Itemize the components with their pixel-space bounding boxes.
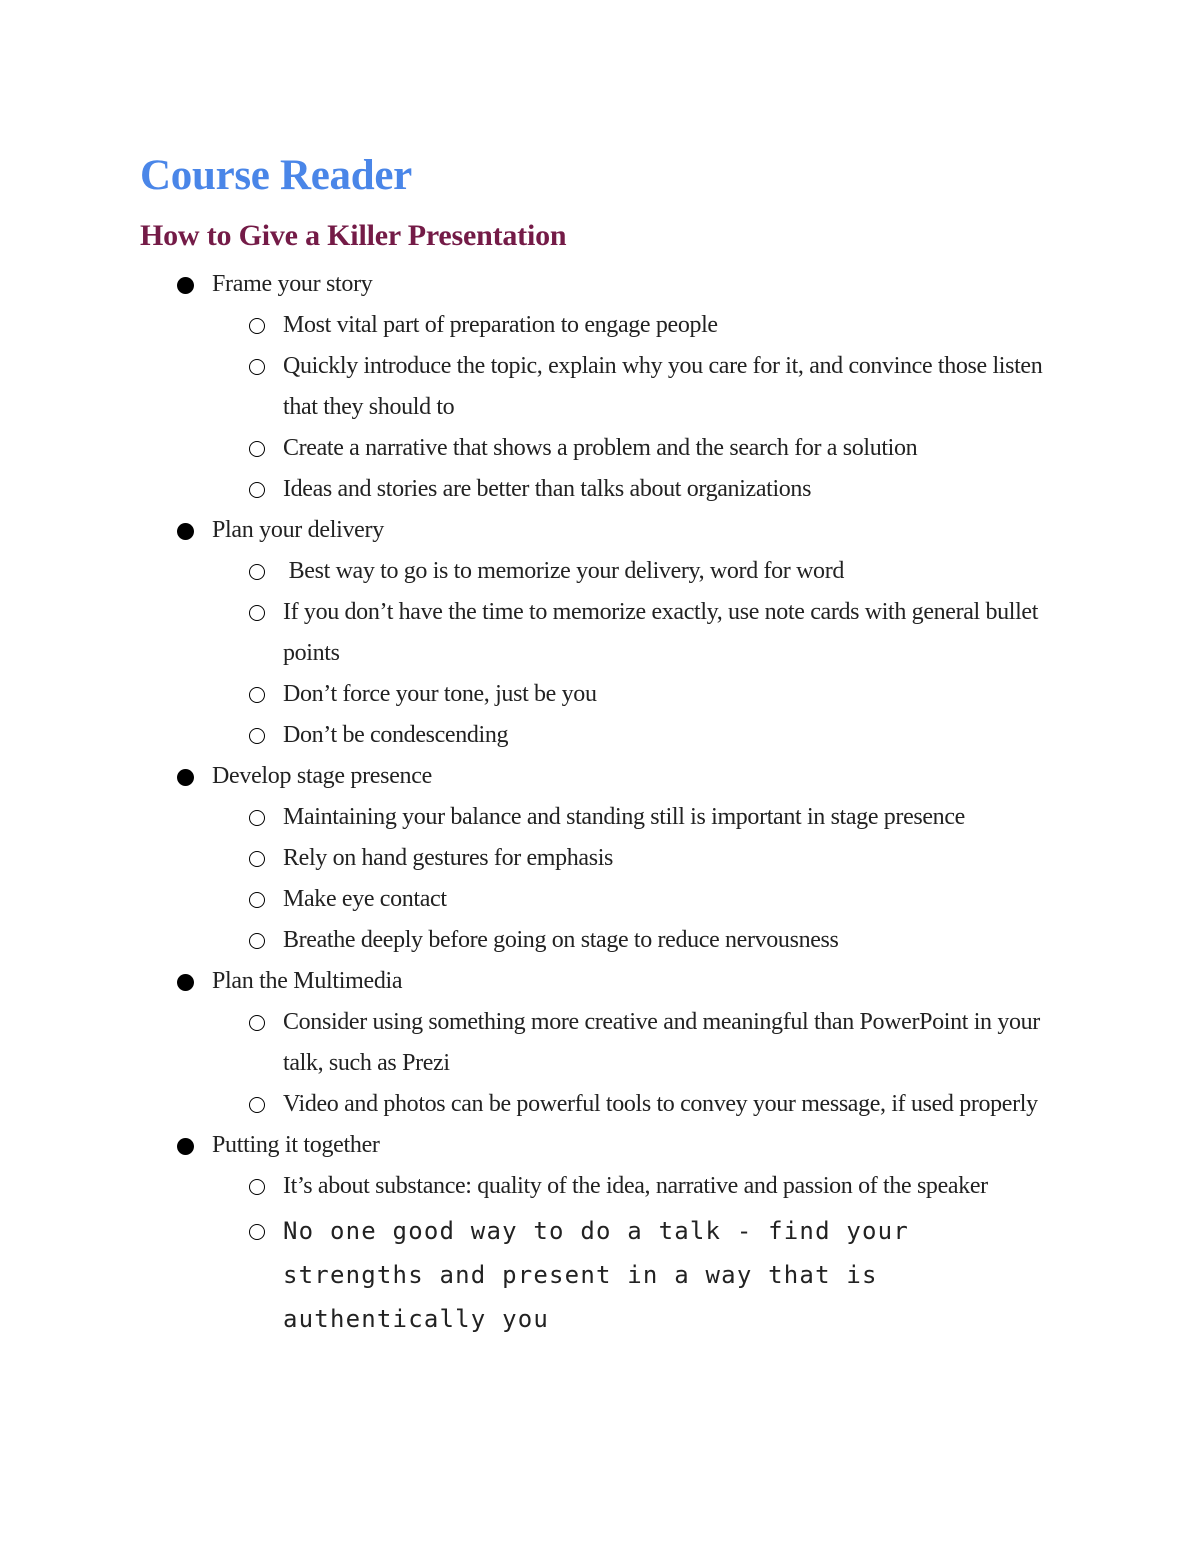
- list-item-text: No one good way to do a talk - find your strengths and present in a way that is authentically you: [283, 1217, 909, 1333]
- sub-list: [0, 797, 1200, 961]
- hollow-bullet-icon: [249, 605, 265, 621]
- list-item-text: Video and photos can be powerful tools to convey your message, if used properly: [283, 1091, 1038, 1117]
- list-item: [0, 592, 1073, 674]
- hollow-bullet-icon: [249, 933, 265, 949]
- list-item-text: It’s about substance: quality of the idea, narrative and passion of the speaker: [283, 1173, 988, 1199]
- sub-list: [0, 305, 1200, 510]
- sub-list: [0, 1166, 1200, 1341]
- outline-list: [0, 264, 1200, 1341]
- hollow-bullet-icon: [249, 810, 265, 826]
- list-item-text: Make eye contact: [283, 886, 447, 912]
- hollow-bullet-icon: [249, 892, 265, 908]
- hollow-bullet-icon: [249, 687, 265, 703]
- list-item: [0, 1002, 1073, 1084]
- list-item-text: Best way to go is to memorize your delivery, word for word: [283, 558, 844, 584]
- list-item-text: Don’t force your tone, just be you: [283, 681, 597, 707]
- list-item-text: Quickly introduce the topic, explain why you care for it, and convince those listen that they should to: [283, 353, 1043, 420]
- document-title: Course Reader: [140, 152, 412, 199]
- list-item-text: Rely on hand gestures for emphasis: [283, 845, 614, 871]
- section-frame-your-story: [0, 264, 1200, 510]
- section-heading-text: Frame your story: [212, 271, 373, 297]
- filled-bullet-icon: [177, 769, 194, 786]
- list-item: [0, 428, 1073, 469]
- section-heading-text: Putting it together: [212, 1132, 380, 1158]
- hollow-bullet-icon: [249, 728, 265, 744]
- hollow-bullet-icon: [249, 851, 265, 867]
- section-heading: [0, 756, 1200, 797]
- hollow-bullet-icon: [249, 1097, 265, 1113]
- section-heading-text: Plan the Multimedia: [212, 968, 403, 994]
- list-item: [0, 1084, 1073, 1125]
- section-heading: [0, 1125, 1200, 1166]
- list-item: [0, 469, 1073, 510]
- list-item-text: Most vital part of preparation to engage people: [283, 312, 718, 338]
- hollow-bullet-icon: [249, 359, 265, 375]
- list-item: [0, 551, 1073, 592]
- section-heading: [0, 961, 1200, 1002]
- section-plan-the-multimedia: [0, 961, 1200, 1125]
- filled-bullet-icon: [177, 277, 194, 294]
- list-item: [0, 715, 1073, 756]
- list-item: [0, 879, 1073, 920]
- hollow-bullet-icon: [249, 482, 265, 498]
- section-develop-stage-presence: [0, 756, 1200, 961]
- sub-list: [0, 1002, 1200, 1125]
- section-putting-it-together: [0, 1125, 1200, 1341]
- section-heading: [0, 264, 1200, 305]
- list-item: [0, 674, 1073, 715]
- sub-list: [0, 551, 1200, 756]
- list-item-text: Create a narrative that shows a problem and the search for a solution: [283, 435, 918, 461]
- list-item-text: Don’t be condescending: [283, 722, 509, 748]
- list-item: [0, 838, 1073, 879]
- list-item: [0, 1166, 1073, 1207]
- section-plan-your-delivery: [0, 510, 1200, 756]
- list-item: [0, 305, 1073, 346]
- hollow-bullet-icon: [249, 441, 265, 457]
- filled-bullet-icon: [177, 974, 194, 991]
- list-item: [0, 797, 1073, 838]
- list-item-text: Consider using something more creative and meaningful than PowerPoint in your talk, such as Prezi: [283, 1009, 1040, 1076]
- filled-bullet-icon: [177, 523, 194, 540]
- hollow-bullet-icon: [249, 564, 265, 580]
- list-item-text: If you don’t have the time to memorize exactly, use note cards with general bullet points: [283, 599, 1039, 666]
- document-subtitle: How to Give a Killer Presentation: [140, 219, 567, 252]
- list-item: [0, 920, 1073, 961]
- list-item-text: Maintaining your balance and standing still is important in stage presence: [283, 804, 965, 830]
- list-item: [0, 346, 1073, 428]
- section-heading-text: Develop stage presence: [212, 763, 432, 789]
- hollow-bullet-icon: [249, 1015, 265, 1031]
- list-item-text: Ideas and stories are better than talks about organizations: [283, 476, 812, 502]
- list-item-text: Breathe deeply before going on stage to reduce nervousness: [283, 927, 839, 953]
- hollow-bullet-icon: [249, 1224, 265, 1240]
- list-item: [0, 1209, 1063, 1341]
- hollow-bullet-icon: [249, 318, 265, 334]
- hollow-bullet-icon: [249, 1179, 265, 1195]
- section-heading-text: Plan your delivery: [212, 517, 384, 543]
- filled-bullet-icon: [177, 1138, 194, 1155]
- section-heading: [0, 510, 1200, 551]
